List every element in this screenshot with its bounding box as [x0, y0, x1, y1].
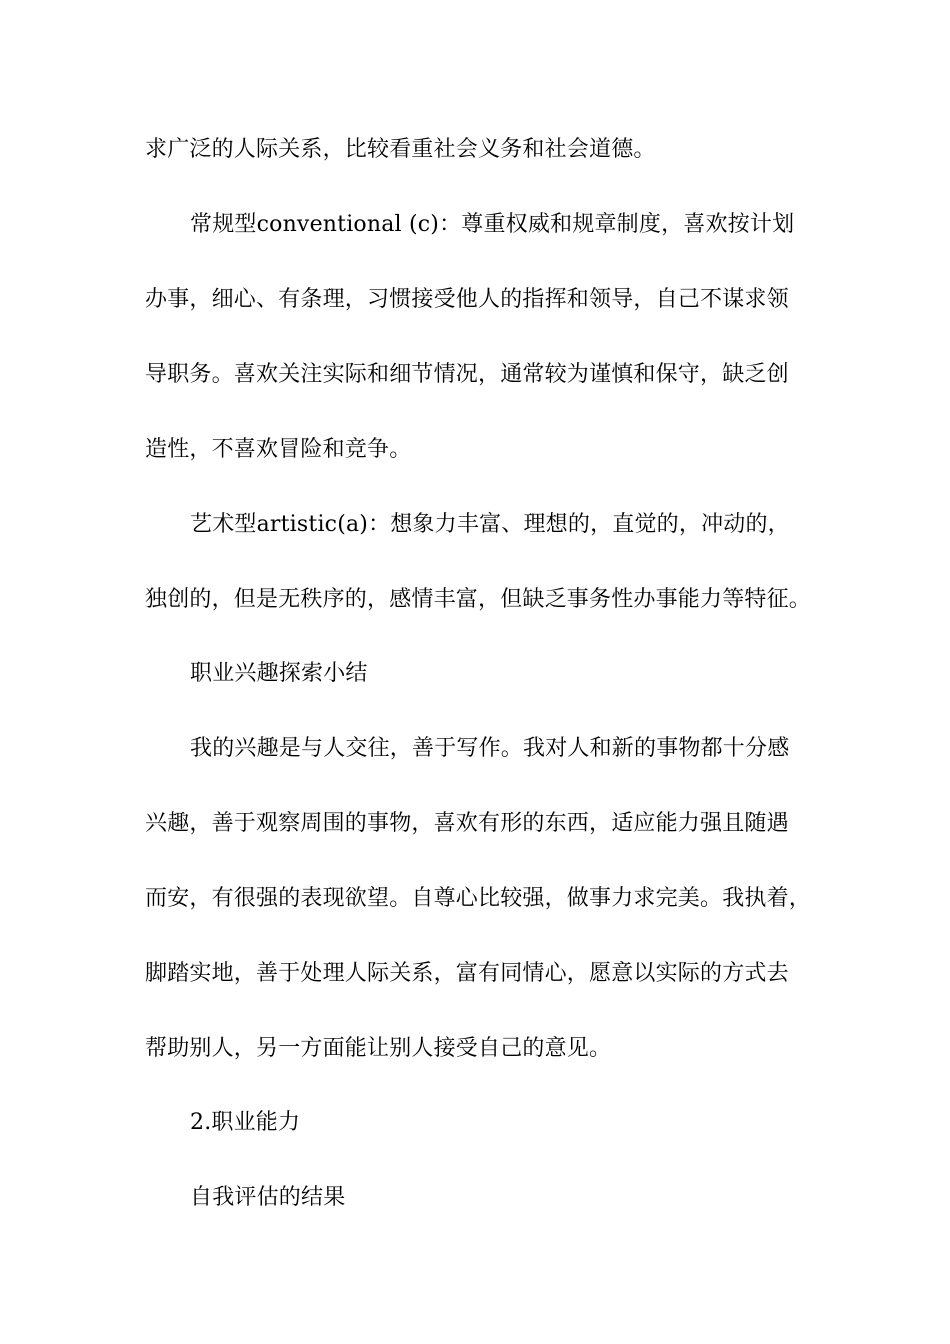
section-heading: 自我评估的结果 [190, 1185, 346, 1210]
section-heading: 职业兴趣探索小结 [190, 661, 368, 686]
paragraph-line: 兴趣，善于观察周围的事物，喜欢有形的东西，适应能力强且随遇 [145, 811, 789, 836]
paragraph-line: 求广泛的人际关系，比较看重社会义务和社会道德。 [145, 137, 656, 162]
paragraph-line: 我的兴趣是与人交往，善于写作。我对人和新的事物都十分感 [190, 736, 790, 761]
paragraph-line: 脚踏实地，善于处理人际关系，富有同情心，愿意以实际的方式去 [145, 961, 789, 986]
section-heading: 2.职业能力 [190, 1110, 301, 1135]
paragraph-line: 而安，有很强的表现欲望。自尊心比较强，做事力求完美。我执着， [145, 886, 812, 911]
paragraph-line: 办事，细心、有条理，习惯接受他人的指挥和领导，自己不谋求领 [145, 287, 789, 312]
paragraph-line: 独创的，但是无秩序的，感情丰富，但缺乏事务性办事能力等特征。 [145, 587, 812, 612]
paragraph-line: 艺术型artistic(a)：想象力丰富、理想的，直觉的，冲动的， [190, 512, 790, 537]
paragraph-line: 导职务。喜欢关注实际和细节情况，通常较为谨慎和保守，缺乏创 [145, 362, 789, 387]
paragraph-line: 造性，不喜欢冒险和竞争。 [145, 437, 412, 462]
paragraph-line: 帮助别人，另一方面能让别人接受自己的意见。 [145, 1036, 612, 1061]
paragraph-line: 常规型conventional (c)：尊重权威和规章制度，喜欢按计划 [190, 212, 795, 237]
